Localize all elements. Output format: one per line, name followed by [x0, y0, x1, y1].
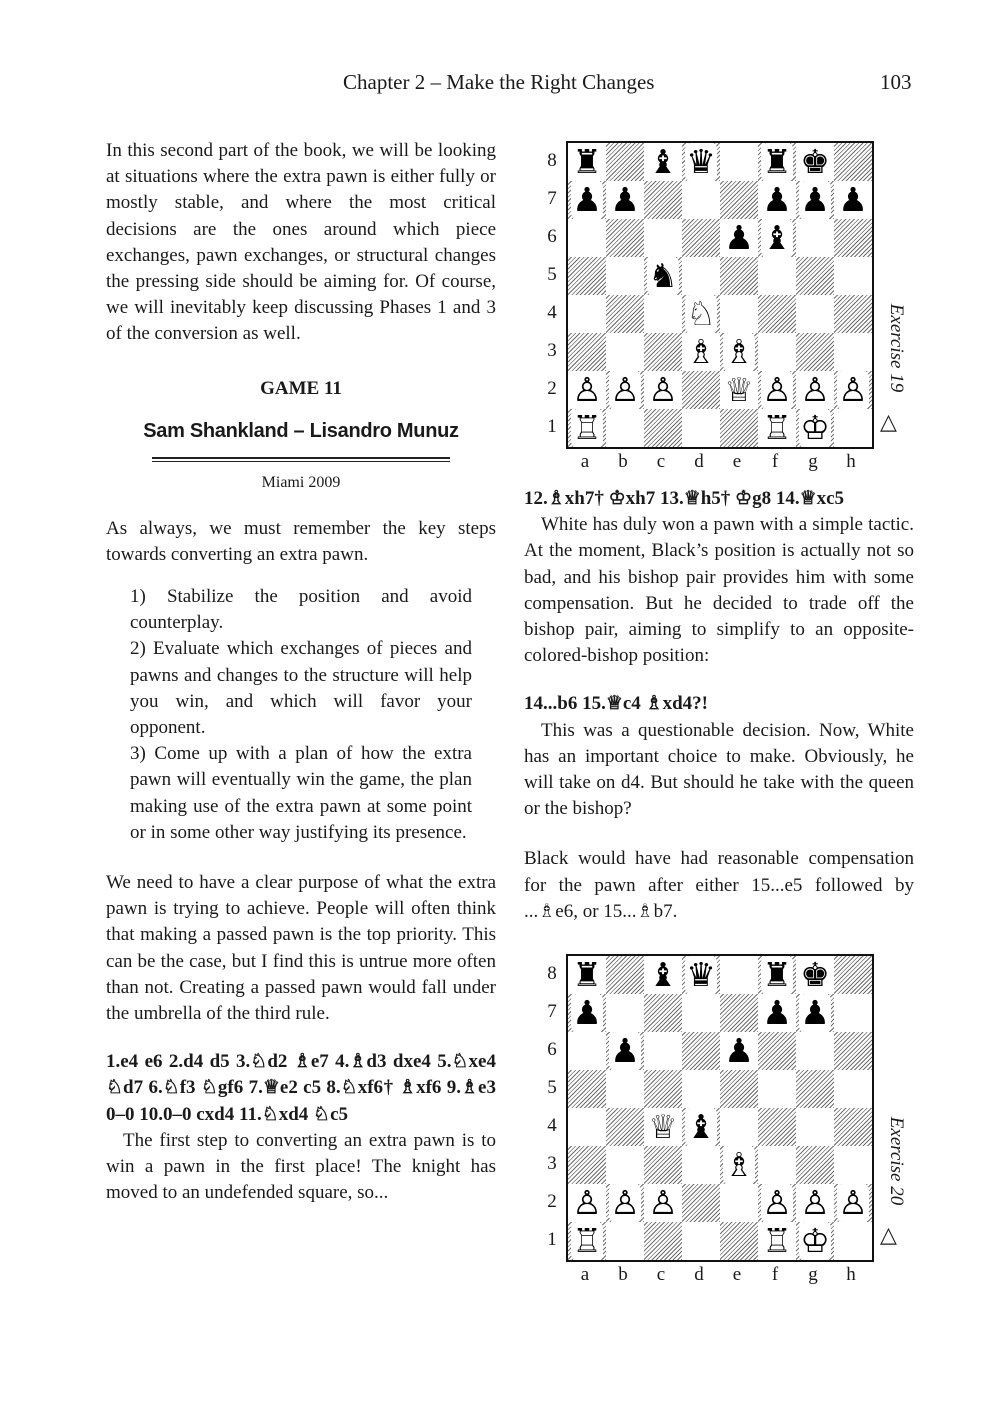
board-square-g6 [796, 1032, 834, 1070]
chess-piece: ♟ [800, 993, 830, 1033]
file-label: c [656, 1264, 666, 1286]
board-square-b2 [606, 1184, 644, 1222]
chess-piece: ♟ [838, 180, 868, 219]
board-square-f7 [758, 994, 796, 1032]
chapter-title: Chapter 2 – Make the Right Changes [343, 70, 655, 94]
board-square-e4 [720, 1108, 758, 1146]
board-square-b8 [606, 143, 644, 181]
board-square-b1 [606, 409, 644, 447]
file-label: h [846, 1264, 856, 1286]
board-square-a2 [568, 371, 606, 409]
chessboard [566, 141, 874, 449]
board-square-g1 [796, 409, 834, 447]
chess-piece: ♙ [838, 1183, 868, 1223]
rank-label: 6 [547, 226, 557, 247]
board-square-e1 [720, 409, 758, 447]
chess-piece: ♟ [800, 180, 830, 219]
board-square-d5 [682, 1070, 720, 1108]
board-square-b6 [606, 219, 644, 257]
file-label: f [771, 1264, 779, 1286]
board-square-d5 [682, 257, 720, 295]
board-square-c2 [644, 1184, 682, 1222]
board-square-c7 [644, 181, 682, 219]
right-column [524, 138, 914, 1291]
exercise-label [876, 288, 916, 408]
board-square-a4 [568, 1108, 606, 1146]
board-square-g4 [796, 295, 834, 333]
rank-label: 1 [547, 416, 557, 437]
board-square-d3 [682, 333, 720, 371]
running-head [0, 70, 1000, 100]
chess-piece: ♖ [572, 1221, 602, 1261]
chess-piece: ♖ [572, 408, 602, 447]
chess-piece: ♙ [572, 1183, 602, 1223]
board-square-b4 [606, 1108, 644, 1146]
board-square-b5 [606, 1070, 644, 1108]
board-square-d1 [682, 409, 720, 447]
rank-label: 7 [547, 188, 557, 209]
board-square-c5 [644, 257, 682, 295]
board-square-d8 [682, 143, 720, 181]
file-label: g [808, 451, 818, 472]
board-square-h5 [834, 1070, 872, 1108]
key-steps-paragraph: As always, we must remember the key steps towards converting an extra pawn. [106, 517, 496, 565]
chess-piece: ♟ [610, 1031, 640, 1071]
board-square-d3 [682, 1146, 720, 1184]
chess-piece: ♜ [572, 142, 602, 181]
board-square-e8 [720, 143, 758, 181]
chess-piece: ♜ [762, 142, 792, 181]
board-square-h3 [834, 1146, 872, 1184]
board-square-a8 [568, 143, 606, 181]
board-square-f4 [758, 1108, 796, 1146]
board-square-b6 [606, 1032, 644, 1070]
board-square-h7 [834, 181, 872, 219]
chess-diagram-exercise-19 [524, 138, 914, 478]
board-square-f3 [758, 1146, 796, 1184]
board-square-f2 [758, 371, 796, 409]
chess-piece: ♜ [572, 955, 602, 995]
board-square-a6 [568, 1032, 606, 1070]
chess-piece: ♖ [762, 1221, 792, 1261]
chess-piece: ♖ [762, 408, 792, 447]
board-square-b4 [606, 295, 644, 333]
board-square-f8 [758, 143, 796, 181]
rank-label: 6 [547, 1039, 557, 1061]
chess-piece: ♟ [762, 180, 792, 219]
board-square-a7 [568, 994, 606, 1032]
rank-label: 5 [547, 1077, 557, 1099]
board-square-f2 [758, 1184, 796, 1222]
chess-piece: ♝ [648, 142, 678, 181]
chess-piece: ♙ [648, 1183, 678, 1223]
game-event: Miami 2009 [261, 473, 341, 491]
board-square-h4 [834, 1108, 872, 1146]
board-square-b5 [606, 257, 644, 295]
board-square-c7 [644, 994, 682, 1032]
board-square-f8 [758, 956, 796, 994]
board-square-f5 [758, 257, 796, 295]
chess-piece: ♟ [724, 218, 754, 257]
board-square-h3 [834, 333, 872, 371]
white-to-move-icon: △ [880, 410, 897, 435]
rank-label: 4 [547, 302, 557, 323]
game-label: GAME 11 [260, 377, 342, 399]
file-label: e [732, 451, 742, 472]
board-square-c1 [644, 409, 682, 447]
chess-piece: ♟ [572, 993, 602, 1033]
chess-piece: ♙ [762, 370, 792, 409]
key-step-item: 2) Evaluate which exchanges of pieces and pawns and changes to the structure will help you win, and which will favor your opponent. [130, 638, 472, 739]
board-square-e2 [720, 371, 758, 409]
compensation-paragraph: Black would have had reasonable compensation for the pawn after either 15...e5 followed by ...♗e6, or 15...♗b7. [524, 848, 914, 922]
board-square-h6 [834, 1032, 872, 1070]
board-square-c8 [644, 956, 682, 994]
chess-piece: ♙ [762, 1183, 792, 1223]
board-square-d4 [682, 295, 720, 333]
key-step-item: 3) Come up with a plan of how the extra pawn will eventually win the game, the plan making use of the extra pawn at some point or in some other way justifying its presence. [130, 743, 472, 843]
board-square-b7 [606, 181, 644, 219]
chess-piece: ♔ [800, 408, 830, 447]
board-square-c6 [644, 219, 682, 257]
board-square-g8 [796, 143, 834, 181]
game-players: Sam Shankland – Lisandro Munuz [143, 419, 459, 442]
moves-14-15: 14...b6 15.♕c4 ♗xd4?! [524, 693, 708, 715]
board-square-g1 [796, 1222, 834, 1260]
rank-label: 4 [547, 1115, 557, 1137]
chess-piece: ♟ [724, 1031, 754, 1071]
board-square-h8 [834, 956, 872, 994]
board-square-g5 [796, 1070, 834, 1108]
moves-1-11: 1.e4 e6 2.d4 d5 3.♘d2 ♗e7 4.♗d3 dxe4 5.♘xe4 ♘d7 6.♘f3 ♘gf6 7.♕e2 c5 8.♘xf6† ♗xf6 9.♗e3 0–0 10.0–0 cxd4 11.♘xd4 ♘c5 [106, 1051, 496, 1125]
board-square-d7 [682, 181, 720, 219]
board-square-b3 [606, 333, 644, 371]
rank-label: 3 [547, 1153, 557, 1175]
chess-piece: ♙ [800, 370, 830, 409]
chess-piece: ♙ [610, 370, 640, 409]
board-square-f6 [758, 219, 796, 257]
chess-piece: ♙ [610, 1183, 640, 1223]
left-column [106, 138, 496, 1207]
board-square-a1 [568, 409, 606, 447]
file-label: b [618, 1264, 628, 1286]
board-square-a5 [568, 257, 606, 295]
chess-piece: ♟ [762, 993, 792, 1033]
chess-piece: ♟ [572, 180, 602, 219]
board-square-e3 [720, 1146, 758, 1184]
board-square-h5 [834, 257, 872, 295]
board-square-e5 [720, 257, 758, 295]
chess-piece: ♞ [648, 256, 678, 295]
board-square-c8 [644, 143, 682, 181]
board-square-f4 [758, 295, 796, 333]
key-step-item: 1) Stabilize the position and avoid counterplay. [130, 586, 472, 634]
board-square-a7 [568, 181, 606, 219]
board-square-f3 [758, 333, 796, 371]
intro-paragraph: In this second part of the book, we will be looking at situations where the extra pawn is either fully or mostly stable, and where the most critical decisions are the ones around which piece exchanges, pawn exchanges, or structural changes the pressing side should be aiming for. Of course, we will inevitably keep discussing Phases 1 and 3 of the conversion as well. [106, 140, 496, 345]
board-square-a6 [568, 219, 606, 257]
file-labels [566, 1264, 870, 1288]
chess-piece: ♗ [724, 332, 754, 371]
board-square-h4 [834, 295, 872, 333]
file-label: c [656, 451, 666, 472]
board-square-g2 [796, 1184, 834, 1222]
board-square-e6 [720, 219, 758, 257]
chess-piece: ♔ [800, 1221, 830, 1261]
board-square-c1 [644, 1222, 682, 1260]
board-square-h1 [834, 409, 872, 447]
file-label: d [694, 451, 704, 472]
file-label: b [618, 451, 628, 472]
board-square-d6 [682, 1032, 720, 1070]
board-square-g8 [796, 956, 834, 994]
file-labels [566, 451, 870, 475]
board-square-a1 [568, 1222, 606, 1260]
board-square-g5 [796, 257, 834, 295]
chess-piece: ♝ [762, 218, 792, 257]
chess-diagram-exercise-20 [524, 951, 914, 1291]
board-square-g4 [796, 1108, 834, 1146]
chess-piece: ♕ [724, 370, 754, 409]
board-square-g7 [796, 181, 834, 219]
board-square-a2 [568, 1184, 606, 1222]
rank-label: 8 [547, 963, 557, 985]
board-square-b2 [606, 371, 644, 409]
exercise-label [876, 1101, 916, 1221]
chess-piece: ♚ [800, 955, 830, 995]
board-square-g3 [796, 1146, 834, 1184]
first-step-paragraph: The first step to converting an extra pawn is to win a pawn in the first place! The knight has moved to an undefended square, so... [106, 1129, 496, 1204]
board-square-g6 [796, 219, 834, 257]
chess-piece: ♙ [572, 370, 602, 409]
board-square-a4 [568, 295, 606, 333]
chessboard [566, 954, 874, 1262]
rank-label: 2 [547, 378, 557, 399]
board-square-h6 [834, 219, 872, 257]
file-label: e [732, 1264, 742, 1286]
chess-piece: ♙ [800, 1183, 830, 1223]
board-square-f6 [758, 1032, 796, 1070]
board-square-c2 [644, 371, 682, 409]
exercise-label-text: Exercise 19 [886, 303, 908, 393]
board-square-f1 [758, 409, 796, 447]
purpose-paragraph: We need to have a clear purpose of what the extra pawn is trying to achieve. People will often think that making a passed pawn is the top priority. This can be the case, but I find this is untrue more often than not. Creating a passed pawn would fall under the umbrella of the third rule. [106, 872, 496, 1025]
board-square-d7 [682, 994, 720, 1032]
board-square-d8 [682, 956, 720, 994]
white-to-move-icon: △ [880, 1223, 897, 1249]
file-label: f [771, 451, 779, 472]
rank-label: 8 [547, 150, 557, 171]
chess-piece: ♝ [648, 955, 678, 995]
board-square-g7 [796, 994, 834, 1032]
rank-label: 1 [547, 1229, 557, 1251]
exercise-label-text: Exercise 20 [886, 1116, 908, 1206]
board-square-h1 [834, 1222, 872, 1260]
file-label: d [694, 1264, 704, 1286]
board-square-d6 [682, 219, 720, 257]
chess-piece: ♗ [724, 1145, 754, 1185]
board-square-d4 [682, 1108, 720, 1146]
board-square-h2 [834, 1184, 872, 1222]
file-label: a [580, 451, 590, 472]
board-square-e7 [720, 994, 758, 1032]
board-square-f7 [758, 181, 796, 219]
board-square-c4 [644, 1108, 682, 1146]
board-square-a3 [568, 333, 606, 371]
chess-piece: ♛ [686, 955, 716, 995]
page-number: 103 [880, 70, 912, 94]
board-square-a8 [568, 956, 606, 994]
board-square-c5 [644, 1070, 682, 1108]
board-square-b7 [606, 994, 644, 1032]
board-square-c4 [644, 295, 682, 333]
chess-piece: ♛ [686, 142, 716, 181]
chess-piece: ♜ [762, 955, 792, 995]
won-pawn-paragraph: White has duly won a pawn with a simple tactic. At the moment, Black’s position is actually not so bad, and his bishop pair provides him with some compensation. But he decided to trade off the bishop pair, aiming to simplify to an opposite-colored-bishop position: [524, 514, 914, 667]
rank-label: 2 [547, 1191, 557, 1213]
chess-piece: ♟ [610, 180, 640, 219]
board-square-e3 [720, 333, 758, 371]
rank-label: 5 [547, 264, 557, 285]
board-square-e2 [720, 1184, 758, 1222]
board-square-a3 [568, 1146, 606, 1184]
board-square-a5 [568, 1070, 606, 1108]
board-square-c6 [644, 1032, 682, 1070]
chess-piece: ♘ [686, 294, 716, 333]
moves-12-14: 12.♗xh7† ♔xh7 13.♕h5† ♔g8 14.♕xc5 [524, 488, 845, 509]
board-square-g2 [796, 371, 834, 409]
board-square-b3 [606, 1146, 644, 1184]
board-square-c3 [644, 333, 682, 371]
board-square-e4 [720, 295, 758, 333]
chess-piece: ♙ [838, 370, 868, 409]
file-label: a [580, 1264, 590, 1286]
board-square-e5 [720, 1070, 758, 1108]
board-square-g3 [796, 333, 834, 371]
board-square-f5 [758, 1070, 796, 1108]
board-square-d2 [682, 1184, 720, 1222]
heading-rule [152, 457, 450, 462]
rank-label: 7 [547, 1001, 557, 1023]
board-square-e6 [720, 1032, 758, 1070]
chess-piece: ♗ [686, 332, 716, 371]
board-square-e7 [720, 181, 758, 219]
chess-piece: ♙ [648, 370, 678, 409]
board-square-d1 [682, 1222, 720, 1260]
board-square-f1 [758, 1222, 796, 1260]
board-square-e1 [720, 1222, 758, 1260]
rank-label: 3 [547, 340, 557, 361]
chess-piece: ♚ [800, 142, 830, 181]
file-label: g [808, 1264, 818, 1286]
questionable-paragraph: This was a questionable decision. Now, White has an important choice to make. Obviously, he will take on d4. But should he take with the queen or the bishop? [524, 719, 914, 820]
board-square-h7 [834, 994, 872, 1032]
key-steps-list [130, 584, 472, 846]
file-label: h [846, 451, 856, 472]
board-square-h2 [834, 371, 872, 409]
board-square-h8 [834, 143, 872, 181]
board-square-d2 [682, 371, 720, 409]
board-square-e8 [720, 956, 758, 994]
board-square-c3 [644, 1146, 682, 1184]
chess-piece: ♝ [686, 1107, 716, 1147]
board-square-b1 [606, 1222, 644, 1260]
chess-piece: ♕ [648, 1107, 678, 1147]
board-square-b8 [606, 956, 644, 994]
